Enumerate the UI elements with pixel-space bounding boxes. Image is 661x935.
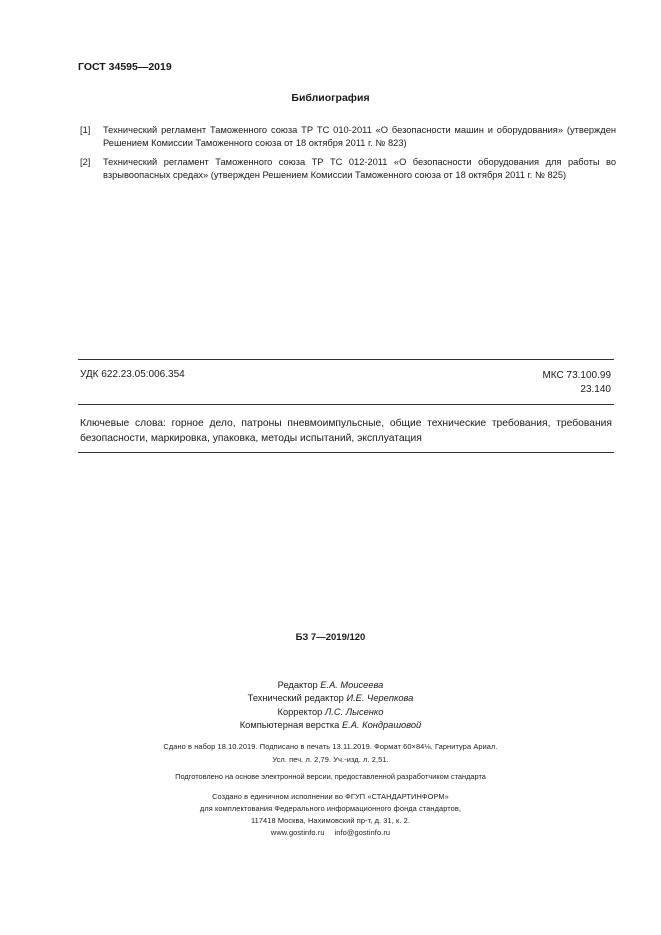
staff-name: Е.А. Кондрашовой xyxy=(341,719,422,730)
staff-name: Л.С. Лысенко xyxy=(324,706,384,717)
staff-role: Технический редактор xyxy=(247,693,344,704)
web-contacts xyxy=(0,827,661,839)
website-link[interactable]: www.gostinfo.ru xyxy=(270,828,325,837)
bibliography-item xyxy=(80,124,616,150)
staff-role: Редактор xyxy=(277,680,318,690)
staff-line xyxy=(0,706,661,719)
staff-line xyxy=(0,679,661,692)
divider-middle xyxy=(78,404,614,405)
bibliography-item xyxy=(80,156,616,182)
print-details-line1: Сдано в набор 18.10.2019. Подписано в печать 13.11.2019. Формат 60×84⅛. Гарнитура Ариал. xyxy=(163,742,498,751)
print-details-line2: Усл. печ. л. 2,79. Уч.-изд. л. 2,51. xyxy=(272,754,389,764)
bibliography-item-text: Технический регламент Таможенного союза ТР ТС 012-2011 «О безопасности оборудования для работы во взрывоопасных средах» (утвержден Решением Комиссии Таможенного союза от 18 октября 2011 г. № 825) xyxy=(103,157,616,180)
publisher-info xyxy=(0,791,661,815)
mks-code-line2: 23.140 xyxy=(580,384,611,395)
print-details xyxy=(0,741,661,766)
staff-line xyxy=(0,692,661,705)
document-code: ГОСТ 34595—2019 xyxy=(78,61,172,73)
bibliography-title: Библиография xyxy=(291,92,370,104)
staff-name: И.Е. Черепкова xyxy=(346,693,414,704)
mks-code-line1: МКС 73.100.99 xyxy=(542,370,611,381)
publisher-line2: для комплектования Федерального информационного фонда стандартов, xyxy=(199,804,462,813)
staff-line xyxy=(0,719,661,732)
publisher-line1: Создано в единичном исполнении во ФГУП «СТАНДАРТИНФОРМ» xyxy=(212,792,449,801)
contacts xyxy=(0,815,661,839)
udk-code: УДК 622.23.05:006.354 xyxy=(80,369,185,380)
divider-top xyxy=(78,359,614,360)
staff-role: Корректор xyxy=(277,706,323,717)
bibliography-item-text: Технический регламент Таможенного союза ТР ТС 010-2011 «О безопасности машин и оборудования» (утвержден Решением Комиссии Таможенного союза от 18 октября 2011 г. № 823) xyxy=(103,125,616,148)
keywords: Ключевые слова: горное дело, патроны пневмоимпульсные, общие технические требования, требования безопасности, маркировка, упаковка, методы испытаний, эксплуатация xyxy=(80,418,612,444)
bz-number: БЗ 7—2019/120 xyxy=(295,632,366,643)
editorial-staff xyxy=(0,679,661,732)
bibliography-item-number: [1] xyxy=(80,125,91,135)
mks-code xyxy=(542,369,611,397)
email-link[interactable]: info@gostinfo.ru xyxy=(334,828,391,837)
staff-role: Компьютерная верстка xyxy=(239,719,340,730)
prepared-note: Подготовлено на основе электронной версии, предоставленной разработчиком стандарта xyxy=(175,772,486,781)
staff-name: Е.А. Моисеева xyxy=(320,680,384,690)
address: 117418 Москва, Нахимовский пр-т, д. 31, к. 2. xyxy=(250,816,411,825)
bibliography-item-number: [2] xyxy=(80,157,91,167)
divider-bottom xyxy=(78,452,614,453)
